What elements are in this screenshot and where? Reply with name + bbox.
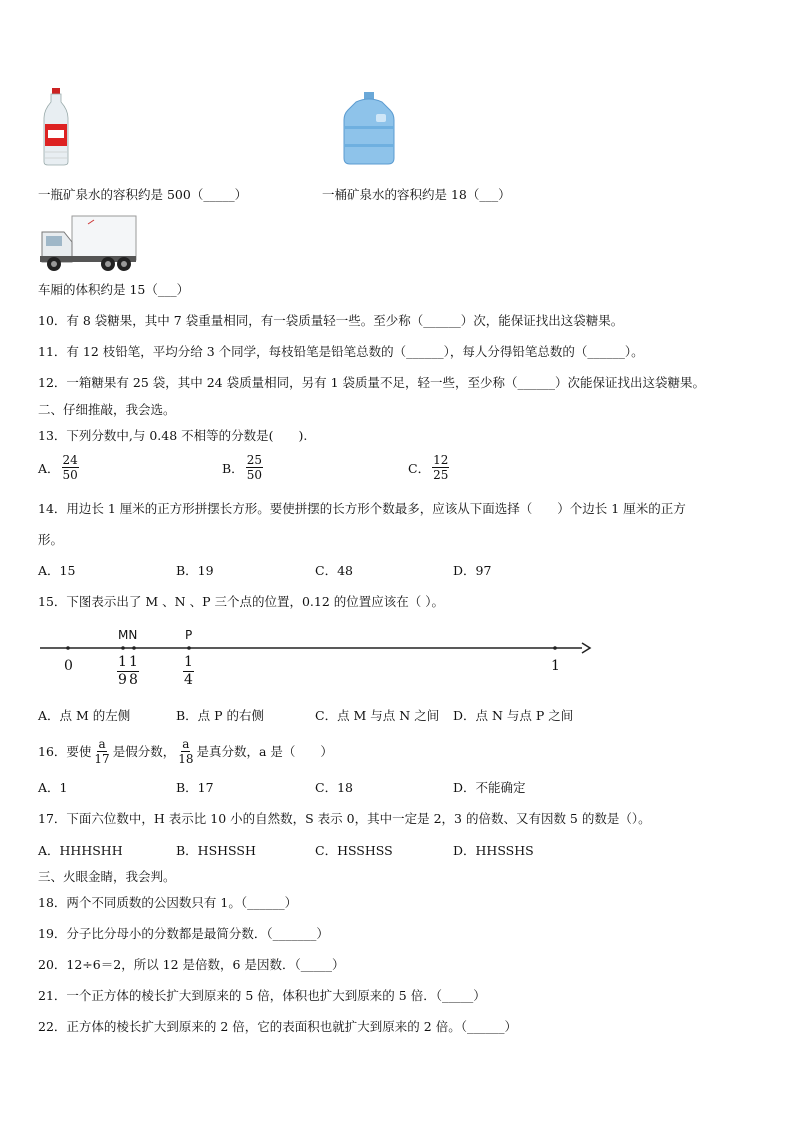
question-11: 11．有 12 枝铅笔，平均分给 3 个同学，每枝铅笔是铅笔总数的（______），每人分得铅笔总数的（______）。 — [38, 344, 644, 359]
question-20: 20．12÷6＝2，所以 12 是倍数，6 是因数．（_____） — [38, 957, 345, 972]
question-10: 10．有 8 袋糖果，其中 7 袋重量相同，有一袋质量轻一些。至少称（______）次，能保证找出这袋糖果。 — [38, 313, 624, 328]
question-15-stem: 15．下图表示出了 M 、N 、P 三个点的位置，0.12 的位置应该在（ ）。 — [38, 594, 444, 609]
q13-option-b[interactable] — [222, 453, 265, 482]
option-label: C． — [408, 460, 431, 476]
section-3-heading: 三、火眼金睛，我会判。 — [38, 869, 176, 884]
q13-option-a[interactable] — [38, 453, 81, 482]
q14-option-a[interactable]: A．15 — [38, 563, 76, 578]
q15-option-c[interactable]: C．点 M 与点 N 之间 — [315, 708, 440, 723]
question-18: 18．两个不同质数的公因数只有 1。（______） — [38, 895, 298, 910]
question-16-stem: 16．要使 $\frac{a}{17}$ 是假分数， $\frac{a}{18}$ 是真分数，a 是（ ） — [38, 737, 333, 766]
truck-caption: 车厢的体积约是 15（___） — [38, 282, 190, 297]
bottle-caption: 一瓶矿泉水的容积约是 500（_____） — [38, 187, 248, 202]
q17-option-c[interactable]: C．HSSHSS — [315, 843, 393, 858]
fraction: $\frac{24}{50}$ — [62, 453, 78, 482]
water-jug-image — [342, 92, 396, 166]
q16-option-b[interactable]: B．17 — [176, 780, 214, 795]
q14-option-b[interactable]: B．19 — [176, 563, 214, 578]
number-line-label-zero: 0 — [64, 658, 73, 674]
q17-option-b[interactable]: B．HSHSSH — [176, 843, 256, 858]
q14-option-c[interactable]: C．48 — [315, 563, 353, 578]
number-line-label-p: P — [185, 628, 193, 642]
jug-caption: 一桶矿泉水的容积约是 18（___） — [322, 187, 511, 202]
question-14-stem-cont: 形。 — [38, 532, 64, 547]
water-bottle-image — [42, 88, 70, 166]
number-line-label-one: 1 — [551, 658, 560, 674]
q15-option-b[interactable]: B．点 P 的右侧 — [176, 708, 265, 723]
q15-option-d[interactable]: D．点 N 与点 P 之间 — [453, 708, 574, 723]
option-label: A． — [38, 460, 60, 476]
question-12: 12．一箱糖果有 25 袋，其中 24 袋质量相同，另有 1 袋质量不足，轻一些，至少称（______）次能保证找出这袋糖果。 — [38, 375, 706, 390]
q16-option-a[interactable]: A．1 — [38, 780, 68, 795]
fraction: $\frac{12}{25}$ — [433, 453, 449, 482]
question-13-stem: 13．下列分数中,与 0.48 不相等的分数是( ). — [38, 428, 308, 443]
truck-image — [38, 212, 138, 274]
fraction-a-over-18: $\frac{a}{18}$ — [178, 737, 194, 766]
question-22: 22．正方体的棱长扩大到原来的 2 倍，它的表面积也就扩大到原来的 2 倍。（______） — [38, 1019, 517, 1034]
question-21: 21．一个正方体的棱长扩大到原来的 5 倍，体积也扩大到原来的 5 倍．（_____） — [38, 988, 486, 1003]
fraction: $\frac{25}{50}$ — [246, 453, 262, 482]
q16-option-c[interactable]: C．18 — [315, 780, 353, 795]
q16-option-d[interactable]: D．不能确定 — [453, 780, 526, 795]
number-line-fraction-p: $\frac{1}{4}$ — [184, 654, 193, 688]
question-14-stem: 14．用边长 1 厘米的正方形拼摆长方形。要使拼摆的长方形个数最多，应该从下面选择（ ）个边长 1 厘米的正方 — [38, 501, 686, 516]
fraction-a-over-17: $\frac{a}{17}$ — [94, 737, 110, 766]
q17-option-a[interactable]: A．HHHSHH — [38, 843, 123, 858]
q13-option-c[interactable] — [408, 453, 451, 482]
question-19: 19．分子比分母小的分数都是最简分数．（_______） — [38, 926, 329, 941]
q14-option-d[interactable]: D．97 — [453, 563, 492, 578]
section-2-heading: 二、仔细推敲，我会选。 — [38, 402, 176, 417]
q17-option-d[interactable]: D．HHSSHS — [453, 843, 534, 858]
number-line-fraction-m: $\frac{1}{9}$ — [118, 654, 127, 688]
number-line-label-mn: MN — [118, 628, 138, 642]
q15-option-a[interactable]: A．点 M 的左侧 — [38, 708, 131, 723]
number-line-fraction-n: $\frac{1}{8}$ — [129, 654, 138, 688]
question-17-stem: 17．下面六位数中，H 表示比 10 小的自然数，S 表示 0，其中一定是 2，3 的倍数、又有因数 5 的数是（）。 — [38, 811, 651, 826]
option-label: B． — [222, 460, 244, 476]
